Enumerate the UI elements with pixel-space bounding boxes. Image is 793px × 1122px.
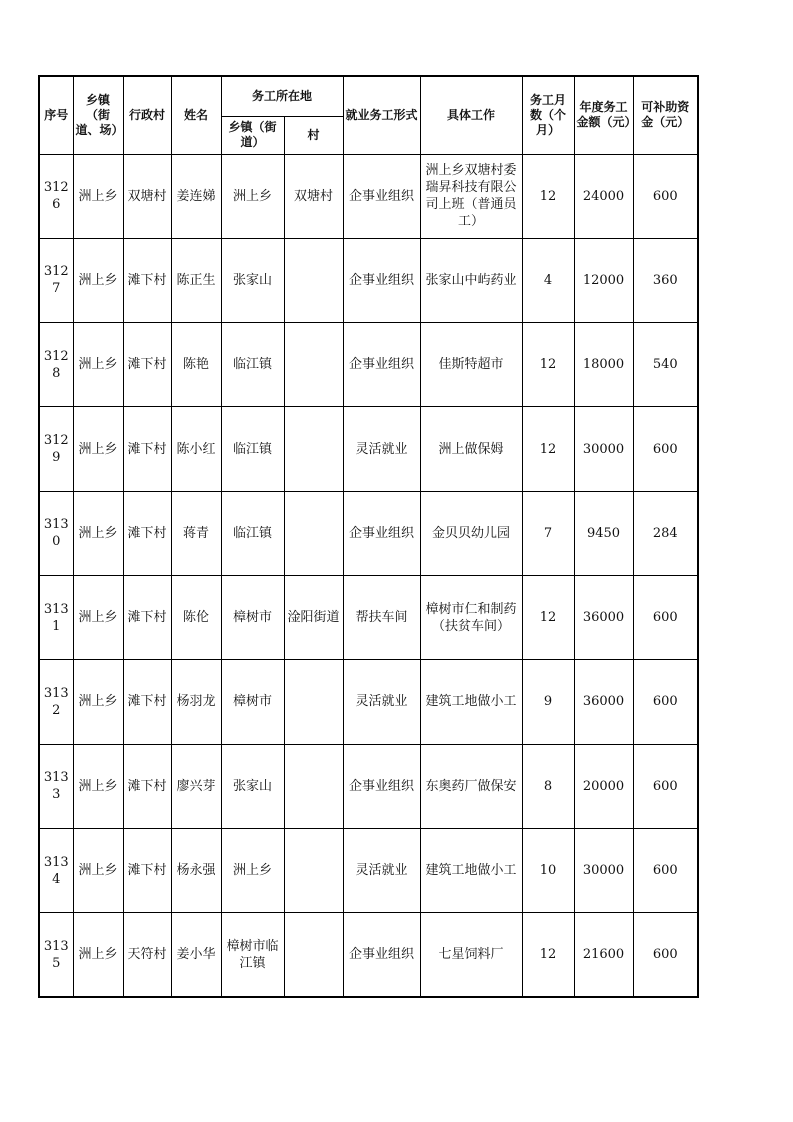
cell-workplace-village <box>284 407 343 491</box>
table-row <box>39 323 698 407</box>
cell-workplace-village: 淦阳街道 <box>284 575 343 659</box>
cell-subsidy: 600 <box>633 575 698 659</box>
cell-name: 蒋青 <box>171 491 221 575</box>
cell-town: 洲上乡 <box>73 575 123 659</box>
cell-village: 双塘村 <box>123 154 171 238</box>
table-row <box>39 407 698 491</box>
cell-seq: 3127 <box>39 238 73 322</box>
cell-income: 30000 <box>574 828 633 912</box>
cell-months: 10 <box>522 828 574 912</box>
cell-workplace-town: 张家山 <box>221 238 284 322</box>
cell-job: 建筑工地做小工 <box>420 660 522 744</box>
cell-subsidy: 600 <box>633 407 698 491</box>
cell-months: 12 <box>522 323 574 407</box>
table-row <box>39 828 698 912</box>
table-row <box>39 154 698 238</box>
header-name: 姓名 <box>171 76 221 154</box>
cell-seq: 3133 <box>39 744 73 828</box>
cell-job: 佳斯特超市 <box>420 323 522 407</box>
cell-seq: 3134 <box>39 828 73 912</box>
cell-village: 滩下村 <box>123 323 171 407</box>
cell-name: 陈小红 <box>171 407 221 491</box>
cell-town: 洲上乡 <box>73 913 123 997</box>
header-workplace-town: 乡镇（街道） <box>221 116 284 154</box>
header-seq: 序号 <box>39 76 73 154</box>
cell-job: 樟树市仁和制药（扶贫车间） <box>420 575 522 659</box>
cell-name: 姜连娣 <box>171 154 221 238</box>
cell-workplace-village <box>284 828 343 912</box>
header-form: 就业务工形式 <box>343 76 420 154</box>
header-town: 乡镇（街道、场） <box>73 76 123 154</box>
cell-town: 洲上乡 <box>73 407 123 491</box>
header-income: 年度务工金额（元） <box>574 76 633 154</box>
cell-income: 36000 <box>574 660 633 744</box>
cell-income: 18000 <box>574 323 633 407</box>
table-row <box>39 491 698 575</box>
cell-workplace-town: 临江镇 <box>221 323 284 407</box>
cell-seq: 3135 <box>39 913 73 997</box>
cell-subsidy: 360 <box>633 238 698 322</box>
cell-income: 30000 <box>574 407 633 491</box>
cell-village: 滩下村 <box>123 407 171 491</box>
cell-workplace-town: 洲上乡 <box>221 154 284 238</box>
cell-job: 金贝贝幼儿园 <box>420 491 522 575</box>
cell-town: 洲上乡 <box>73 744 123 828</box>
cell-form: 企事业组织 <box>343 744 420 828</box>
cell-name: 廖兴芽 <box>171 744 221 828</box>
cell-months: 12 <box>522 407 574 491</box>
table-body <box>39 154 698 997</box>
cell-months: 12 <box>522 913 574 997</box>
cell-subsidy: 600 <box>633 828 698 912</box>
cell-income: 20000 <box>574 744 633 828</box>
cell-town: 洲上乡 <box>73 660 123 744</box>
cell-form: 企事业组织 <box>343 913 420 997</box>
cell-subsidy: 600 <box>633 744 698 828</box>
cell-form: 企事业组织 <box>343 491 420 575</box>
cell-form: 灵活就业 <box>343 660 420 744</box>
cell-village: 滩下村 <box>123 828 171 912</box>
cell-name: 杨永强 <box>171 828 221 912</box>
cell-income: 9450 <box>574 491 633 575</box>
cell-income: 12000 <box>574 238 633 322</box>
cell-income: 21600 <box>574 913 633 997</box>
header-job: 具体工作 <box>420 76 522 154</box>
header-workplace: 务工所在地 <box>221 76 343 116</box>
cell-subsidy: 284 <box>633 491 698 575</box>
table-row <box>39 744 698 828</box>
table-row <box>39 660 698 744</box>
cell-name: 杨羽龙 <box>171 660 221 744</box>
cell-job: 张家山中屿药业 <box>420 238 522 322</box>
cell-village: 滩下村 <box>123 575 171 659</box>
cell-form: 灵活就业 <box>343 828 420 912</box>
cell-seq: 3129 <box>39 407 73 491</box>
cell-workplace-village <box>284 744 343 828</box>
cell-workplace-town: 樟树市临江镇 <box>221 913 284 997</box>
cell-form: 企事业组织 <box>343 154 420 238</box>
cell-months: 12 <box>522 154 574 238</box>
cell-workplace-village <box>284 323 343 407</box>
cell-workplace-village: 双塘村 <box>284 154 343 238</box>
cell-seq: 3128 <box>39 323 73 407</box>
cell-workplace-town: 洲上乡 <box>221 828 284 912</box>
header-months: 务工月数（个月） <box>522 76 574 154</box>
cell-name: 陈伦 <box>171 575 221 659</box>
cell-name: 姜小华 <box>171 913 221 997</box>
table-row <box>39 913 698 997</box>
employment-subsidy-table <box>38 75 699 998</box>
cell-village: 滩下村 <box>123 744 171 828</box>
cell-income: 24000 <box>574 154 633 238</box>
cell-workplace-town: 临江镇 <box>221 491 284 575</box>
cell-village: 滩下村 <box>123 660 171 744</box>
cell-workplace-village <box>284 660 343 744</box>
cell-subsidy: 600 <box>633 913 698 997</box>
cell-village: 滩下村 <box>123 238 171 322</box>
cell-seq: 3132 <box>39 660 73 744</box>
cell-form: 帮扶车间 <box>343 575 420 659</box>
cell-seq: 3130 <box>39 491 73 575</box>
cell-workplace-village <box>284 491 343 575</box>
cell-name: 陈艳 <box>171 323 221 407</box>
cell-months: 8 <box>522 744 574 828</box>
header-subsidy: 可补助资金（元） <box>633 76 698 154</box>
cell-subsidy: 600 <box>633 660 698 744</box>
cell-name: 陈正生 <box>171 238 221 322</box>
cell-workplace-town: 张家山 <box>221 744 284 828</box>
cell-seq: 3131 <box>39 575 73 659</box>
cell-workplace-town: 樟树市 <box>221 660 284 744</box>
cell-village: 滩下村 <box>123 491 171 575</box>
cell-form: 企事业组织 <box>343 238 420 322</box>
cell-months: 7 <box>522 491 574 575</box>
cell-job: 七星饲料厂 <box>420 913 522 997</box>
cell-subsidy: 600 <box>633 154 698 238</box>
cell-form: 企事业组织 <box>343 323 420 407</box>
cell-job: 建筑工地做小工 <box>420 828 522 912</box>
cell-subsidy: 540 <box>633 323 698 407</box>
cell-village: 天符村 <box>123 913 171 997</box>
table-row <box>39 238 698 322</box>
cell-town: 洲上乡 <box>73 238 123 322</box>
header-village: 行政村 <box>123 76 171 154</box>
cell-months: 9 <box>522 660 574 744</box>
cell-form: 灵活就业 <box>343 407 420 491</box>
cell-workplace-village <box>284 238 343 322</box>
cell-months: 4 <box>522 238 574 322</box>
cell-workplace-town: 临江镇 <box>221 407 284 491</box>
cell-workplace-village <box>284 913 343 997</box>
cell-town: 洲上乡 <box>73 323 123 407</box>
cell-town: 洲上乡 <box>73 491 123 575</box>
table-row <box>39 575 698 659</box>
cell-income: 36000 <box>574 575 633 659</box>
cell-workplace-town: 樟树市 <box>221 575 284 659</box>
cell-job: 洲上乡双塘村委瑞昇科技有限公司上班（普通员工） <box>420 154 522 238</box>
cell-town: 洲上乡 <box>73 828 123 912</box>
header-workplace-village: 村 <box>284 116 343 154</box>
cell-town: 洲上乡 <box>73 154 123 238</box>
cell-seq: 3126 <box>39 154 73 238</box>
cell-job: 洲上做保姆 <box>420 407 522 491</box>
cell-job: 东奥药厂做保安 <box>420 744 522 828</box>
cell-months: 12 <box>522 575 574 659</box>
